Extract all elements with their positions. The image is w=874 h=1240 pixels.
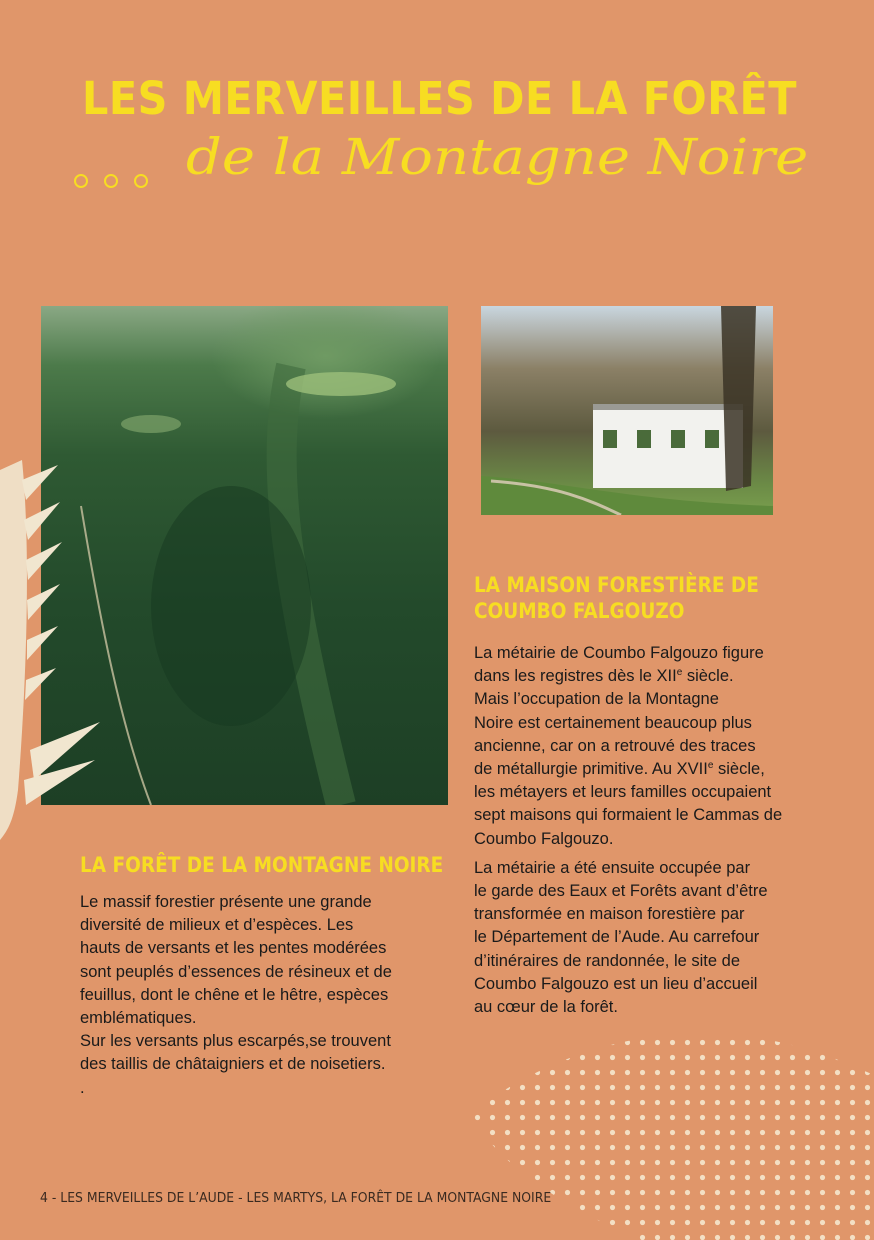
tree-silhouette xyxy=(481,306,773,515)
forest-house-photo xyxy=(481,306,773,515)
page-subtitle: de la Montagne Noire xyxy=(186,128,809,186)
paragraph: La métairie a été ensuite occupée par le garde des Eaux et Forêts avant d’être transformée en maison forestière par le Département de l’Aude. Au carrefour d’itinéraires de randonnée, le site de Coumbo Falgouzo est un lieu d’accueil au cœur de la forêt. xyxy=(474,858,768,1017)
dot-circle xyxy=(74,174,88,188)
fern-leaf-decoration xyxy=(0,460,110,840)
section-heading xyxy=(474,572,759,624)
forest-text xyxy=(80,891,460,1106)
heading-line: COUMBO FALGOUZO xyxy=(474,599,685,623)
page-title: LES MERVEILLES DE LA FORÊT xyxy=(82,72,797,125)
subtitle-dots-decoration xyxy=(74,174,148,188)
paragraph: Le massif forestier présente une grande diversité de milieux et d’espèces. Les hauts de versants et les pentes modérées sont peuplés d’essences de résineux et de feuillus, dont le chêne et le hêtre, espèces emblématiques. Sur les versants plus escarpés,se trouvent des taillis de châtaigniers et de noisetiers. . xyxy=(80,893,392,1097)
forest-house-text xyxy=(474,642,854,1025)
heading-line: LA MAISON FORESTIÈRE DE xyxy=(474,573,759,597)
page-footer: 4 - LES MERVEILLES DE L’AUDE - LES MARTYS, LA FORÊT DE LA MONTAGNE NOIRE xyxy=(40,1190,552,1206)
dot-circle xyxy=(104,174,118,188)
paragraph: La métairie de Coumbo Falgouzo figure dans les registres dès le XIIe siècle. Mais l’occupation de la Montagne Noire est certainement beaucoup plus ancienne, car on a retrouvé des traces de métallurgie primitive. Au XVIIe siècle, les métayers et leurs familles occupaient sept maisons qui formaient le Cammas de Coumbo Falgouzo. xyxy=(474,644,783,848)
section-forest-house xyxy=(474,572,798,624)
dot-circle xyxy=(134,174,148,188)
section-heading-forest: LA FORÊT DE LA MONTAGNE NOIRE xyxy=(80,853,444,877)
